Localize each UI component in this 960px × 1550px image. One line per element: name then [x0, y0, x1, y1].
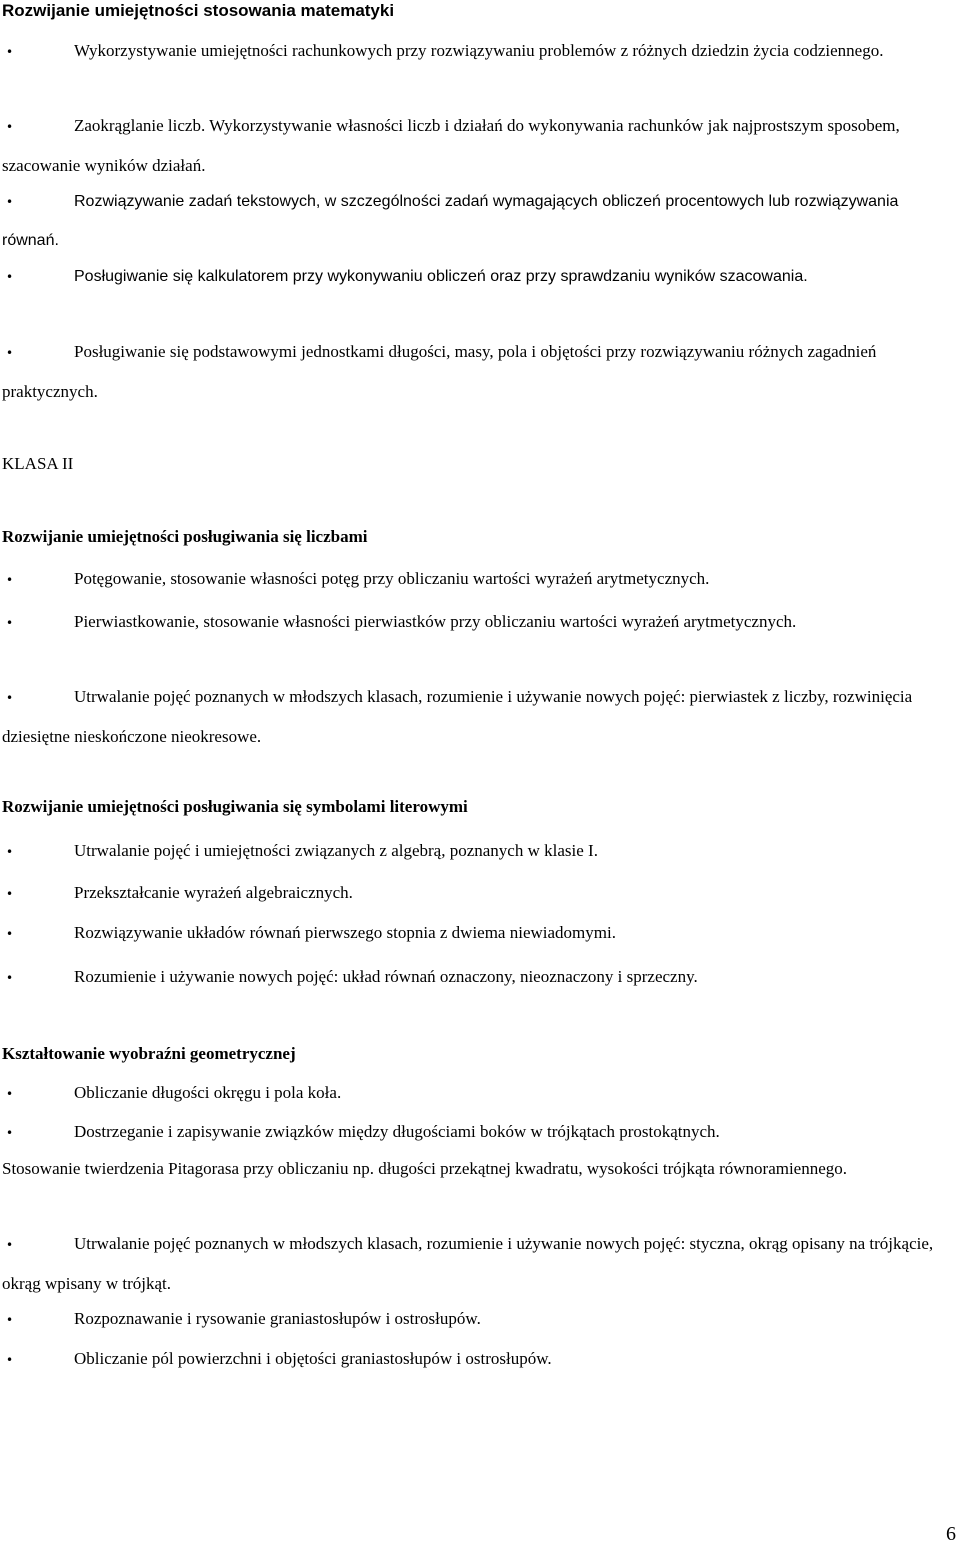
- bullet-icon: [2, 832, 74, 872]
- list-item-text: Potęgowanie, stosowanie własności potęg przy obliczaniu wartości wyrażeń arytmetycznych.: [74, 569, 710, 588]
- section-heading-numbers: Rozwijanie umiejętności posługiwania się liczbami: [2, 527, 368, 546]
- bullet-icon: [2, 914, 74, 954]
- list-item: [2, 832, 954, 872]
- list-item-text: Zaokrąglanie liczb. Wykorzystywanie własności liczb i działań do wykonywania rachunków jak najprostszym sposobem, szacowanie wyników działań.: [2, 116, 900, 175]
- list-item: [2, 107, 954, 184]
- bullet-icon: [2, 603, 74, 643]
- list-item-text: Rozwiązywanie układów równań pierwszego stopnia z dwiema niewiadomymi.: [74, 923, 616, 942]
- list-item: [2, 32, 954, 72]
- list-item: [2, 333, 954, 410]
- list-item-text: Utrwalanie pojęć poznanych w młodszych klasach, rozumienie i używanie nowych pojęć: pierwiastek z liczby, rozwinięcia dziesiętne nieskończone nieokresowe.: [2, 687, 913, 746]
- list-item: [2, 183, 954, 259]
- bullet-icon: [2, 874, 74, 914]
- list-item-text: Pierwiastkowanie, stosowanie własności pierwiastków przy obliczaniu wartości wyrażeń arytmetycznych.: [74, 612, 797, 631]
- list-item: [2, 1300, 954, 1340]
- list-item: [2, 958, 954, 998]
- bullet-icon: [2, 560, 74, 600]
- list-item-text: Obliczanie pól powierzchni i objętości graniastosłupów i ostrosłupów.: [74, 1349, 552, 1368]
- list-item-text: Utrwalanie pojęć i umiejętności związanych z algebrą, poznanych w klasie I.: [74, 841, 598, 860]
- list-item: [2, 603, 954, 643]
- list-item: [2, 678, 954, 755]
- list-item: [2, 914, 954, 954]
- list-item-text: Przekształcanie wyrażeń algebraicznych.: [74, 883, 353, 902]
- bullet-icon: [2, 333, 74, 373]
- section-heading-symbols: Rozwijanie umiejętności posługiwania się symbolami literowymi: [2, 797, 468, 816]
- bullet-icon: [2, 258, 74, 297]
- list-item-text: Obliczanie długości okręgu i pola koła.: [74, 1083, 342, 1102]
- list-item-text: Dostrzeganie i zapisywanie związków między długościami boków w trójkątach prostokątnych.: [74, 1122, 720, 1141]
- list-item-text: Rozpoznawanie i rysowanie graniastosłupów i ostrosłupów.: [74, 1309, 481, 1328]
- bullet-icon: [2, 1113, 74, 1153]
- bullet-icon: [2, 1340, 74, 1380]
- bullet-icon: [2, 107, 74, 147]
- list-item: [2, 1225, 954, 1302]
- section-heading-math-application: Rozwijanie umiejętności stosowania matematyki: [2, 1, 395, 20]
- list-item-text: Posługiwanie się kalkulatorem przy wykonywaniu obliczeń oraz przy sprawdzaniu wyników szacowania.: [74, 268, 808, 285]
- paragraph-continuation: Stosowanie twierdzenia Pitagorasa przy obliczaniu np. długości przekątnej kwadratu, wysokości trójkąta równoramiennego.: [2, 1159, 848, 1178]
- bullet-icon: [2, 958, 74, 998]
- bullet-icon: [2, 1300, 74, 1340]
- section-heading-geometry: Kształtowanie wyobraźni geometrycznej: [2, 1044, 296, 1063]
- list-item-text: Utrwalanie pojęć poznanych w młodszych klasach, rozumienie i używanie nowych pojęć: styczna, okrąg opisany na trójkącie, okrąg wpisany w trójkąt.: [2, 1234, 934, 1293]
- list-item: [2, 1113, 954, 1153]
- list-item: [2, 1340, 954, 1380]
- list-item: [2, 874, 954, 914]
- class-heading: KLASA II: [2, 454, 74, 473]
- bullet-icon: [2, 183, 74, 222]
- list-item: [2, 258, 954, 297]
- bullet-icon: [2, 32, 74, 72]
- list-item: [2, 1074, 954, 1114]
- list-item-text: Posługiwanie się podstawowymi jednostkami długości, masy, pola i objętości przy rozwiązywaniu różnych zagadnień praktycznych.: [2, 342, 877, 401]
- bullet-icon: [2, 1074, 74, 1114]
- list-item-text: Rozumienie i używanie nowych pojęć: układ równań oznaczony, nieoznaczony i sprzeczny.: [74, 967, 698, 986]
- bullet-icon: [2, 1225, 74, 1265]
- page-number: 6: [946, 1523, 956, 1545]
- list-item-text: Rozwiązywanie zadań tekstowych, w szczególności zadań wymagających obliczeń procentowych lub rozwiązywania równań.: [2, 193, 899, 249]
- list-item: [2, 560, 954, 600]
- bullet-icon: [2, 678, 74, 718]
- list-item-text: Wykorzystywanie umiejętności rachunkowych przy rozwiązywaniu problemów z różnych dziedzin życia codziennego.: [74, 41, 884, 60]
